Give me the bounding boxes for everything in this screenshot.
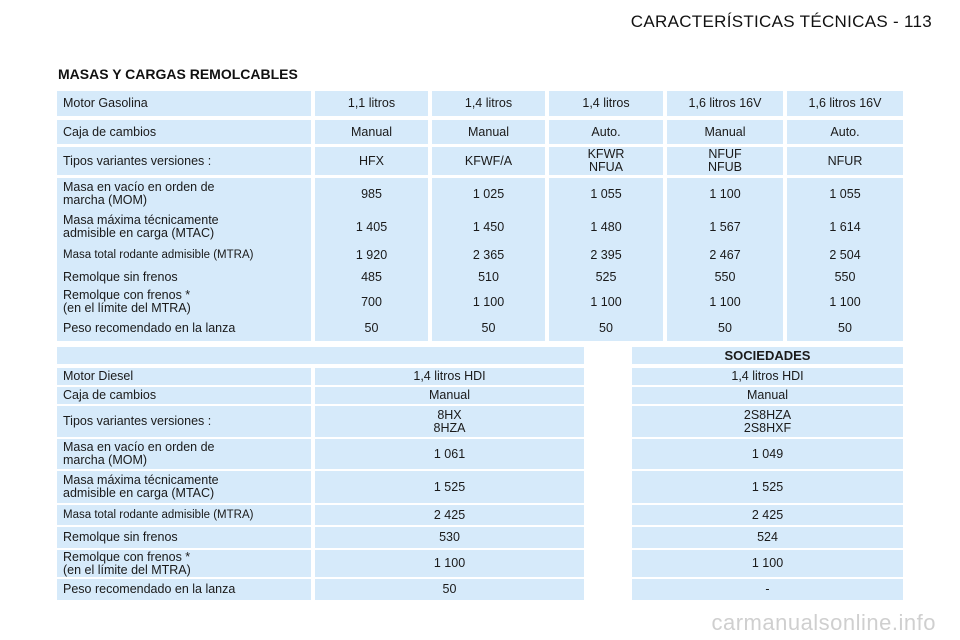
- gas-cell: 1,4 litros: [549, 91, 663, 116]
- gas-cell: 50: [549, 316, 663, 341]
- diesel-cell: 1 100: [632, 550, 903, 577]
- gas-cell: 510: [432, 266, 545, 288]
- gas-row-label: Motor Gasolina: [57, 91, 311, 116]
- section-title: MASAS Y CARGAS REMOLCABLES: [58, 66, 298, 82]
- gas-row-label: Remolque con frenos * (en el límite del MTRA): [57, 288, 311, 316]
- diesel-cell: 524: [632, 527, 903, 548]
- diesel-cell: 1 525: [315, 471, 584, 503]
- gas-row-label: Remolque sin frenos: [57, 266, 311, 288]
- gas-cell: 50: [315, 316, 428, 341]
- gas-cell: 1,6 litros 16V: [787, 91, 903, 116]
- diesel-cell: Manual: [315, 387, 584, 404]
- gas-row-label: Masa en vacío en orden de marcha (MOM): [57, 178, 311, 210]
- diesel-cell: 2S8HZA 2S8HXF: [632, 406, 903, 437]
- gas-cell: 2 395: [549, 244, 663, 266]
- gas-row-label: Tipos variantes versiones :: [57, 147, 311, 175]
- gas-cell: 1 920: [315, 244, 428, 266]
- gas-cell: 550: [667, 266, 783, 288]
- diesel-row-label: Masa máxima técnicamente admisible en carga (MTAC): [57, 471, 311, 503]
- diesel-row-label: Masa total rodante admisible (MTRA): [57, 505, 311, 525]
- gas-cell: 1 100: [549, 288, 663, 316]
- gas-cell: 700: [315, 288, 428, 316]
- watermark-text: carmanualsonline.info: [711, 610, 936, 635]
- gas-cell: Manual: [667, 120, 783, 144]
- gas-cell: 1 567: [667, 210, 783, 244]
- gas-cell: NFUF NFUB: [667, 147, 783, 175]
- gas-cell: 550: [787, 266, 903, 288]
- diesel-cell: 1,4 litros HDI: [315, 368, 584, 385]
- gas-cell: 1 100: [667, 288, 783, 316]
- gas-cell: NFUR: [787, 147, 903, 175]
- diesel-cell: 50: [315, 579, 584, 600]
- gas-row-label: Caja de cambios: [57, 120, 311, 144]
- gas-cell: KFWR NFUA: [549, 147, 663, 175]
- diesel-row-label: Remolque sin frenos: [57, 527, 311, 548]
- diesel-cell: Manual: [632, 387, 903, 404]
- diesel-cell: 1 100: [315, 550, 584, 577]
- gas-cell: HFX: [315, 147, 428, 175]
- gas-cell: Auto.: [787, 120, 903, 144]
- diesel-cell: -: [632, 579, 903, 600]
- gas-row-label: Peso recomendado en la lanza: [57, 316, 311, 341]
- gas-cell: 2 365: [432, 244, 545, 266]
- diesel-row-label: Motor Diesel: [57, 368, 311, 385]
- diesel-cell: 2 425: [632, 505, 903, 525]
- gas-cell: 50: [787, 316, 903, 341]
- gas-row-label: Masa total rodante admisible (MTRA): [57, 244, 311, 266]
- gas-cell: 1 450: [432, 210, 545, 244]
- gas-cell: Auto.: [549, 120, 663, 144]
- diesel-header-band: [57, 347, 584, 364]
- diesel-row-label: Masa en vacío en orden de marcha (MOM): [57, 439, 311, 469]
- diesel-row-label: Remolque con frenos * (en el límite del MTRA): [57, 550, 311, 577]
- diesel-cell: 1 061: [315, 439, 584, 469]
- diesel-cell: 530: [315, 527, 584, 548]
- gas-cell: 485: [315, 266, 428, 288]
- diesel-cell: 1 049: [632, 439, 903, 469]
- diesel-cell: 2 425: [315, 505, 584, 525]
- gas-cell: 1 100: [787, 288, 903, 316]
- gas-cell: 2 504: [787, 244, 903, 266]
- page-header-title: CARACTERÍSTICAS TÉCNICAS - 113: [630, 12, 932, 31]
- diesel-cell: 1 525: [632, 471, 903, 503]
- gas-cell: 1,6 litros 16V: [667, 91, 783, 116]
- gas-cell: Manual: [432, 120, 545, 144]
- gas-cell: 1 405: [315, 210, 428, 244]
- gas-cell: 50: [667, 316, 783, 341]
- gas-cell: 1 055: [549, 178, 663, 210]
- sociedades-header: SOCIEDADES: [632, 347, 903, 364]
- gas-cell: 1 480: [549, 210, 663, 244]
- diesel-row-label: Tipos variantes versiones :: [57, 406, 311, 437]
- gas-cell: KFWF/A: [432, 147, 545, 175]
- gas-cell: 985: [315, 178, 428, 210]
- gas-cell: 1 614: [787, 210, 903, 244]
- diesel-cell: 1,4 litros HDI: [632, 368, 903, 385]
- gas-cell: Manual: [315, 120, 428, 144]
- gas-cell: 50: [432, 316, 545, 341]
- diesel-row-label: Caja de cambios: [57, 387, 311, 404]
- gas-cell: 1 025: [432, 178, 545, 210]
- gas-row-label: Masa máxima técnicamente admisible en carga (MTAC): [57, 210, 311, 244]
- gas-cell: 1,4 litros: [432, 91, 545, 116]
- gas-cell: 525: [549, 266, 663, 288]
- diesel-row-label: Peso recomendado en la lanza: [57, 579, 311, 600]
- gas-cell: 1 055: [787, 178, 903, 210]
- gas-cell: 1 100: [432, 288, 545, 316]
- gas-cell: 1,1 litros: [315, 91, 428, 116]
- diesel-cell: 8HX 8HZA: [315, 406, 584, 437]
- gas-cell: 2 467: [667, 244, 783, 266]
- gas-cell: 1 100: [667, 178, 783, 210]
